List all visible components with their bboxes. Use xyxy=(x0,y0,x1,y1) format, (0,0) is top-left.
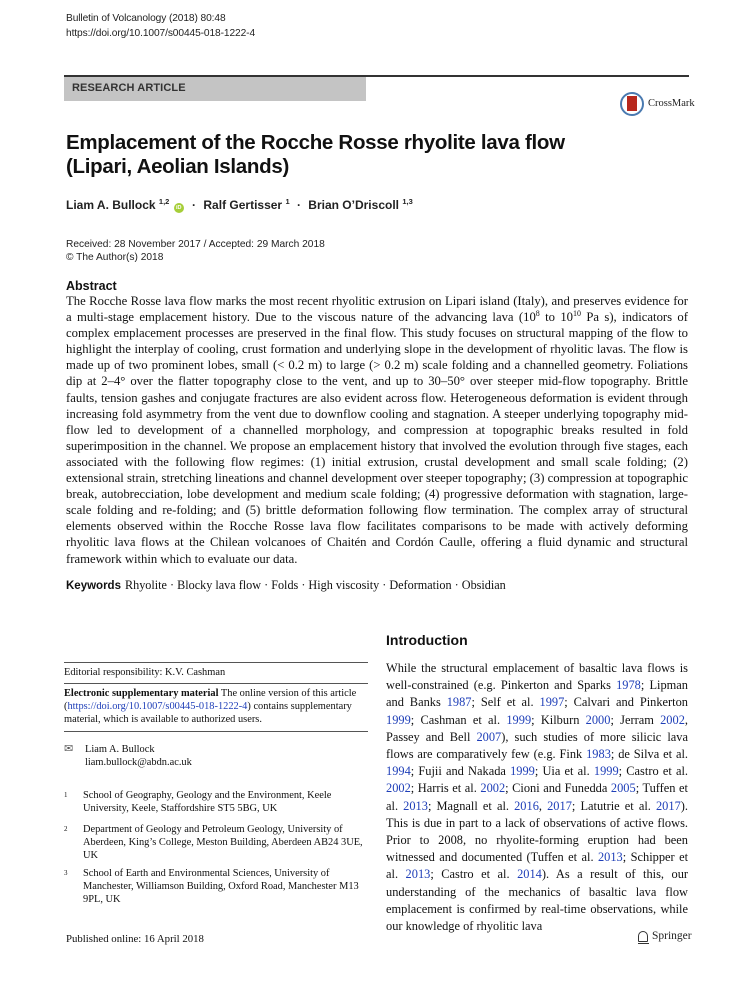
abstract-body: The Rocche Rosse lava flow marks the most recent rhyolitic extrusion on Lipari island (Italy), and preserves evidence for a multi-stage emplacement history. Due to the viscous nature of the advancing lava ($10^8$ to $10^{10}$ Pa s), indicators of complex emplacement processes are preserved in the final flow. This study focuses on structural mapping of the flow to highlight the interplay of cooling, crust formation and underlying slope in the development of rhyolitic lavas. The flow is made up of two prominent lobes, small (< 0.2 m) to large (> 0.2 m) scale folding and a channelled geometry. Foliations dip at 2–4° over the flatter topography close to the vent, and up to 30–50° over steeper mid-flow topography. Brittle faults, tension gashes and conjugate fractures are also evident across flow. Heterogeneous deformation is evident through increasing fold asymmetry from the vent due to downflow cooling and stagnation. A steeper underlying topography mid-flow led to development of a channelled morphology, and compression at topographic breaks resulted in fold superimposition in the channel. We propose an emplacement history that involved the evolution through five stages, each associated with the following flow regimes: (1) initial extrusion, crustal development and small scale folding; (2) extensional strain, stretching lineations and channel development over steeper topography; (3) compression at topographic break, autobrecciation, lobe development and medium scale folding; (4) progressive deformation with stagnation, large-scale folding and re-folding; and (5) brittle deformation following flow termination. The complex array of structural elements observed within the Rocche Rosse lava flow facilitates comparisons to be made with actively deforming rhyolitic lava flows at the Chilean volcanoes of Chaitén and Cordón Caulle, offering a fluid dynamic and structural framework within which to evaluate our data. xyxy=(66,294,688,566)
author-affiliation: 1,2 xyxy=(158,197,170,206)
citation-link[interactable]: 1999 xyxy=(593,764,619,779)
intro-text: ). This is due in part to a lack of observations of active flows. Prior to 2008, no rhyolite-forming eruption had been witnessed and documented (Tuffen et al. xyxy=(386,798,688,865)
abstract-heading: Abstract xyxy=(66,279,117,293)
publisher-name: Springer xyxy=(652,930,692,942)
citation-link[interactable]: 2014 xyxy=(517,867,542,882)
intro-text: ; Lipman and Banks xyxy=(386,678,688,710)
keywords-label: Keywords xyxy=(66,580,121,592)
intro-text: , xyxy=(538,798,548,813)
crossmark-button[interactable] xyxy=(620,92,710,116)
contact-email[interactable]: liam.bullock@abdn.ac.uk xyxy=(85,757,192,768)
author-affiliation: 1 xyxy=(285,197,290,206)
orcid-icon[interactable]: iD xyxy=(174,203,184,213)
journal-citation: Bulletin of Volcanology (2018) 80:48 xyxy=(66,13,226,24)
published-date: Published online: 16 April 2018 xyxy=(66,933,204,945)
author-list xyxy=(66,197,413,213)
citation-link[interactable]: 1999 xyxy=(506,712,532,727)
intro-text: ; Tuffen et al. xyxy=(386,781,688,813)
intro-text: ; Cashman et al. xyxy=(410,712,507,727)
citation-link[interactable]: 2005 xyxy=(610,781,636,796)
crossmark-icon xyxy=(620,92,644,116)
intro-text: ; Magnall et al. xyxy=(427,798,515,813)
copyright-text: The Author(s) 2018 xyxy=(76,252,164,263)
article-type-bar xyxy=(64,77,366,101)
author-name[interactable]: Brian O’Driscoll xyxy=(308,198,399,212)
intro-text: ; de Silva et al. xyxy=(610,747,688,762)
paper-title: Emplacement of the Rocche Rosse rhyolite lava flow (Lipari, Aeolian Islands) xyxy=(66,131,565,178)
springer-logo xyxy=(638,929,718,947)
citation-link[interactable]: 2013 xyxy=(403,798,428,813)
article-type-label: RESEARCH ARTICLE xyxy=(72,82,186,94)
doi-link[interactable]: https://doi.org/10.1007/s00445-018-1222-4 xyxy=(66,28,256,39)
copyright-icon: © xyxy=(66,252,74,263)
intro-text: ). As a result of this, our understanding of the mechanics of basaltic lava flow emplacement is confirmed by real-time observations, while our knowledge of rhyolitic lava xyxy=(386,867,689,934)
intro-text: ; Fujii and Nakada xyxy=(410,764,511,779)
citation-link[interactable]: 2013 xyxy=(597,850,623,865)
citation-link[interactable]: 2007 xyxy=(476,729,502,744)
intro-text: ; Cioni and Funedda xyxy=(505,781,611,796)
intro-text: ; Castro et al. xyxy=(618,764,688,779)
editorial-responsibility: Editorial responsibility: K.V. Cashman xyxy=(64,667,226,678)
citation-link[interactable]: 2002 xyxy=(480,781,506,796)
intro-text: ; Latutrie et al. xyxy=(571,798,656,813)
supplementary-material-note: Electronic supplementary material The online version of this article (https://doi.org/10.1007/s00445-018-1222-4) contains supplementary material, which is available to authorized users. xyxy=(64,688,357,725)
citation-link[interactable]: 2002 xyxy=(660,712,685,727)
received-accepted-dates: Received: 28 November 2017 / Accepted: 29 March 2018 xyxy=(66,239,325,250)
citation-link[interactable]: 1983 xyxy=(586,747,611,762)
intro-text: While the structural emplacement of basaltic lava flows is well-constrained (e.g. Pinkerton and Sparks xyxy=(386,661,688,693)
intro-text: ; Self et al. xyxy=(471,695,540,710)
contact-name: Liam A. Bullock xyxy=(85,744,155,755)
citation-link[interactable]: 1987 xyxy=(446,695,472,710)
citation-link[interactable]: 2016 xyxy=(514,798,539,813)
citation-link[interactable]: 1978 xyxy=(616,678,641,693)
citation-link[interactable]: 2017 xyxy=(655,798,681,813)
footnote-divider xyxy=(64,731,368,732)
citation-link[interactable]: 1999 xyxy=(510,764,535,779)
citation-link[interactable]: 2000 xyxy=(585,712,611,727)
citation-link[interactable]: 2002 xyxy=(386,781,411,796)
envelope-icon: ✉ xyxy=(64,743,74,755)
intro-text: ; Harris et al. xyxy=(410,781,481,796)
intro-text: ; Schipper et al. xyxy=(386,850,689,882)
author-separator: · xyxy=(192,198,197,212)
intro-text: ; Uia et al. xyxy=(534,764,594,779)
footnote-divider xyxy=(64,662,368,663)
author-separator: · xyxy=(296,198,301,212)
introduction-heading: Introduction xyxy=(386,632,468,648)
intro-text: ; Calvari and Pinkerton xyxy=(564,695,688,710)
copyright-line xyxy=(66,252,163,263)
citation-link[interactable]: 2017 xyxy=(547,798,572,813)
keywords-list: Rhyolite · Blocky lava flow · Folds · High viscosity · Deformation · Obsidian xyxy=(124,578,506,592)
intro-text: ), such studies of more silicic lava flows are comparatively few (e.g. Fink xyxy=(386,729,689,762)
springer-horse-icon xyxy=(638,931,648,942)
citation-link[interactable]: 1999 xyxy=(386,712,411,727)
intro-text: ; Jerram xyxy=(610,712,661,727)
citation-link[interactable]: 1994 xyxy=(386,764,411,779)
intro-text: ; Castro et al. xyxy=(430,867,518,882)
citation-link[interactable]: 2013 xyxy=(405,867,431,882)
crossmark-label: CrossMark xyxy=(648,98,695,109)
intro-text: ; Kilburn xyxy=(531,712,586,727)
author-name[interactable]: Ralf Gertisser xyxy=(203,198,283,212)
author-affiliation: 1,3 xyxy=(402,197,413,206)
supplementary-link[interactable]: https://doi.org/10.1007/s00445-018-1222-4 xyxy=(67,701,248,712)
citation-link[interactable]: 1997 xyxy=(539,695,565,710)
intro-text: , Passey and Bell xyxy=(386,712,688,744)
author-name[interactable]: Liam A. Bullock xyxy=(66,198,156,212)
footnote-divider xyxy=(64,683,368,684)
keywords xyxy=(66,578,506,593)
introduction-body xyxy=(386,660,688,935)
